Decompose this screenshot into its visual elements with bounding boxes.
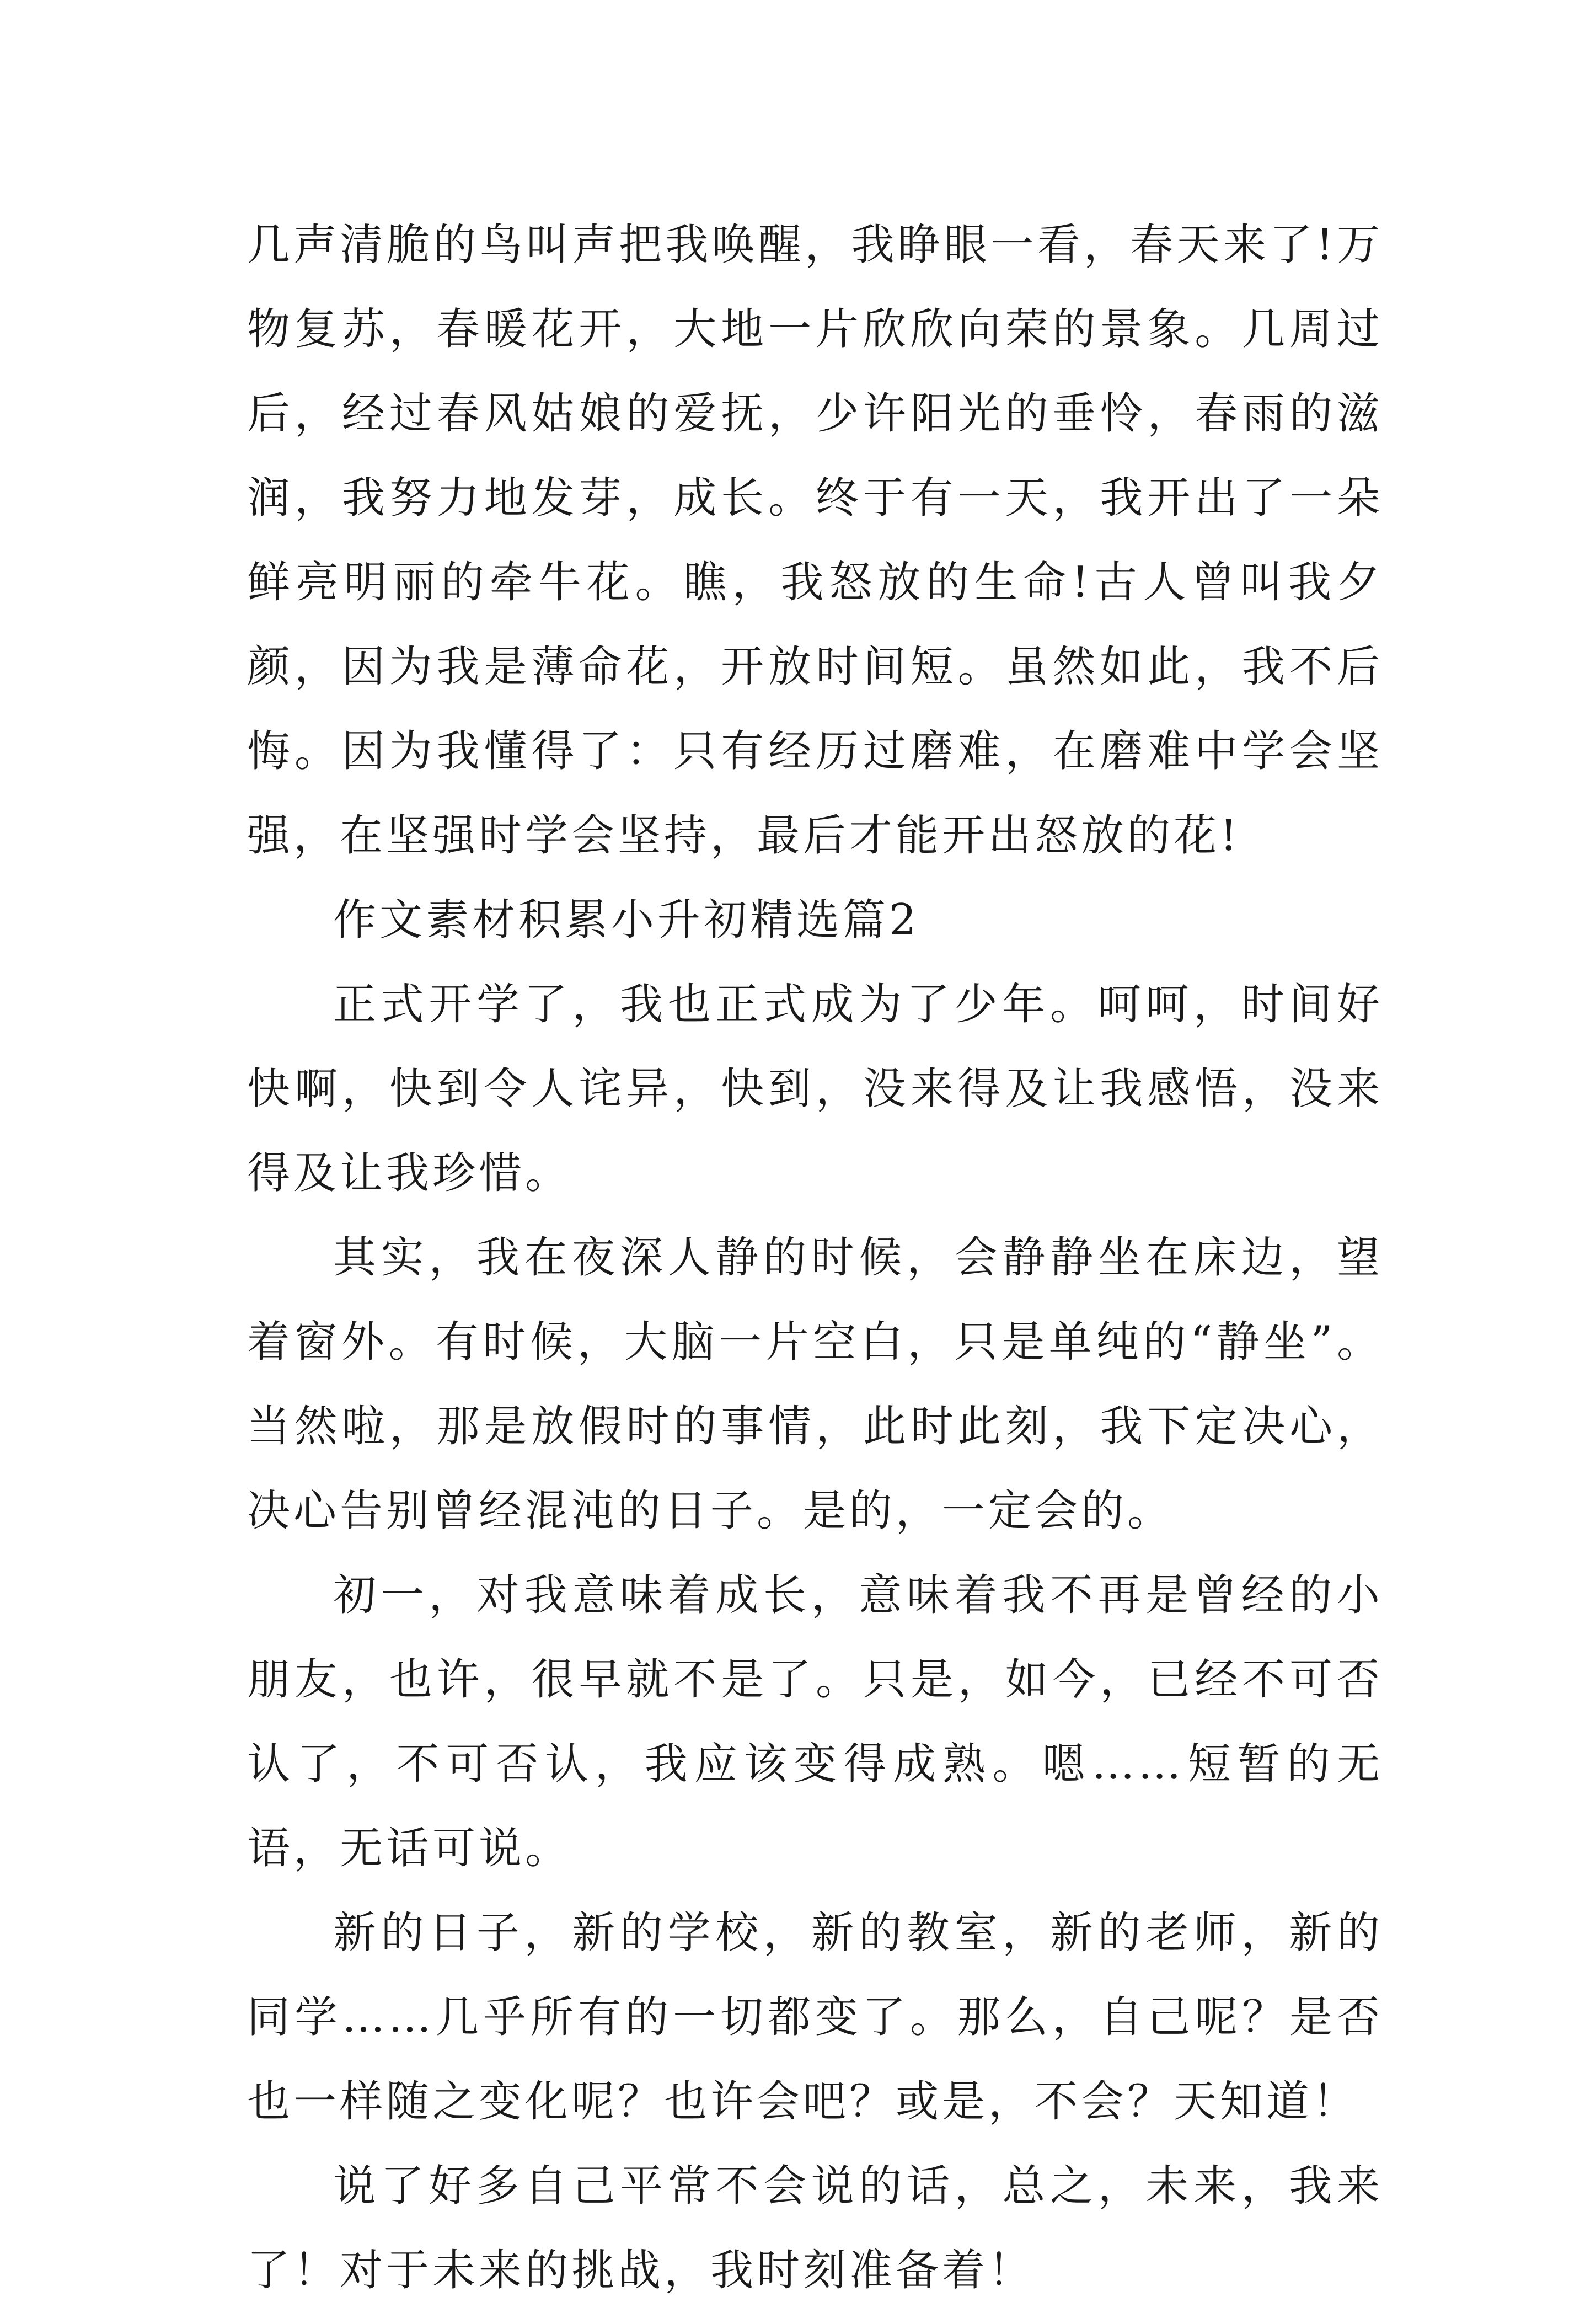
article-body [247, 203, 1383, 2313]
paragraph-spring-flower: 几声清脆的鸟叫声把我唤醒，我睁眼一看，春天来了!万物复苏，春暖花开，大地一片欣欣向荣的景象。几周过后，经过春风姑娘的爱抚，少许阳光的垂怜，春雨的滋润，我努力地发芽，成长。终于有一天，我开出了一朵鲜亮明丽的牵牛花。瞧，我怒放的生命!古人曾叫我夕颜，因为我是薄命花，开放时间短。虽然如此，我不后悔。因为我懂得了：只有经历过磨难，在磨难中学会坚强，在坚强时学会坚持，最后才能开出怒放的花! [247, 220, 1383, 861]
section-heading: 作文素材积累小升初精选篇2 [333, 895, 920, 945]
paragraph-night-reflection: 其实，我在夜深人静的时候，会静静坐在床边，望着窗外。有时候，大脑一片空白，只是单纯的“静坐”。当然啦，那是放假时的事情，此时此刻，我下定决心，决心告别曾经混沌的日子。是的，一定会的。 [247, 1233, 1383, 1536]
paragraph-growing-up: 初一，对我意味着成长，意味着我不再是曾经的小朋友，也许，很早就不是了。只是，如今，已经不可否认了，不可否认，我应该变得成熟。嗯……短暂的无语，无话可说。 [247, 1571, 1383, 1873]
paragraph-new-things: 新的日子，新的学校，新的教室，新的老师，新的同学……几乎所有的一切都变了。那么，自己呢？是否也一样随之变化呢？也许会吧？或是，不会？天知道！ [247, 1908, 1383, 2127]
paragraph-school-start: 正式开学了，我也正式成为了少年。呵呵，时间好快啊，快到令人诧异，快到，没来得及让我感悟，没来得及让我珍惜。 [247, 980, 1383, 1198]
paragraph-future: 说了好多自己平常不会说的话，总之，未来，我来了！对于未来的挑战，我时刻准备着！ [247, 2161, 1383, 2295]
